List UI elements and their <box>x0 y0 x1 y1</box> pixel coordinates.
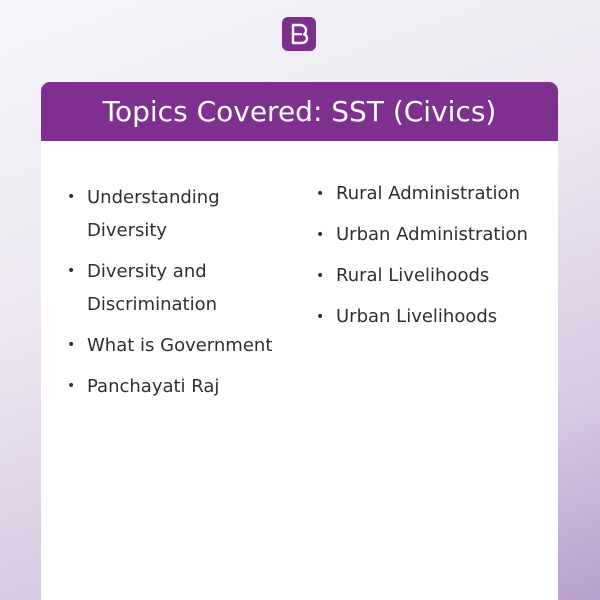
topics-left-list <box>67 181 287 411</box>
topics-right-list <box>316 181 551 345</box>
topic-label: Urban Administration <box>336 224 528 245</box>
bullet-icon: • <box>67 337 76 353</box>
topic-label: Rural Administration <box>336 183 520 204</box>
topics-card <box>41 141 558 600</box>
topic-label: Urban Livelihoods <box>336 306 498 327</box>
list-item <box>67 370 287 403</box>
list-item <box>316 181 551 207</box>
list-item <box>67 329 287 362</box>
brand-logo <box>282 17 316 51</box>
list-item <box>316 263 551 289</box>
bullet-icon: • <box>316 227 325 243</box>
page-title: Topics Covered: SST (Civics) <box>41 82 558 141</box>
topic-label: Panchayati Raj <box>87 376 220 397</box>
topic-label: Understanding Diversity <box>87 187 220 241</box>
bullet-icon: • <box>316 268 325 284</box>
topic-label: Diversity and Discrimination <box>87 261 217 315</box>
list-item <box>67 181 287 247</box>
list-item <box>67 255 287 321</box>
byjus-b-icon <box>288 22 310 46</box>
list-item <box>316 304 551 330</box>
list-item <box>316 222 551 248</box>
topic-label: Rural Livelihoods <box>336 265 490 286</box>
bullet-icon: • <box>316 186 325 202</box>
bullet-icon: • <box>67 189 76 205</box>
bullet-icon: • <box>67 378 76 394</box>
topic-label: What is Government <box>87 335 273 356</box>
bullet-icon: • <box>67 263 76 279</box>
bullet-icon: • <box>316 309 325 325</box>
